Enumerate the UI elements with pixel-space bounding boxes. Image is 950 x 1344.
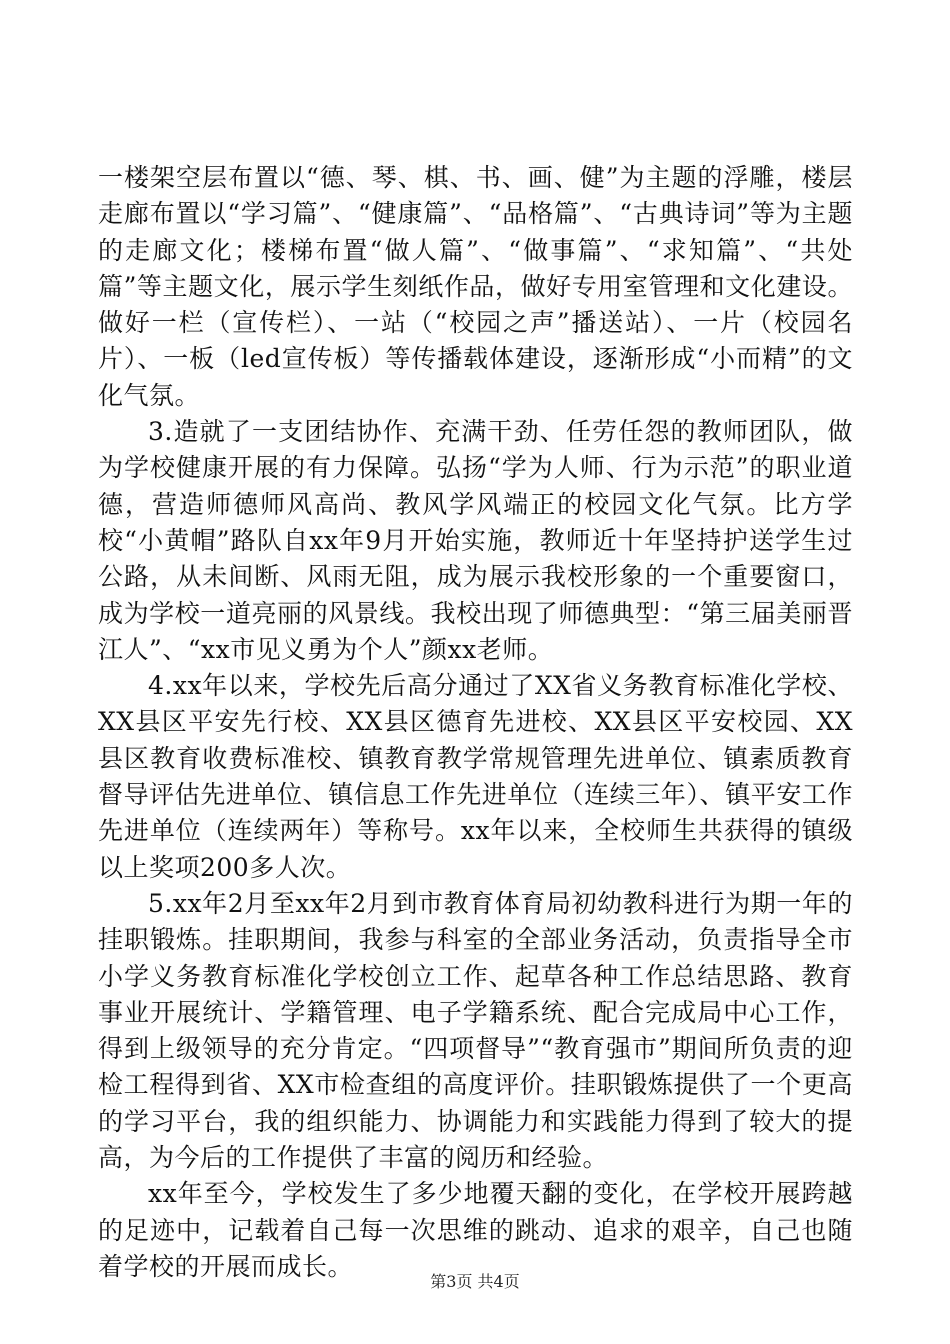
paragraph-conclusion: xx年至今，学校发生了多少地覆天翻的变化，在学校开展跨越的足迹中，记载着自己每一次思维的跳动、追求的艰辛，自己也随着学校的开展而成长。 bbox=[98, 1179, 853, 1281]
paragraph-teacher-team: 3.造就了一支团结协作、充满干劲、任劳任怨的教师团队，做为学校健康开展的有力保障。弘扬“学为人师、行为示范”的职业道德，营造师德师风高尚、教风学风端正的校园文化气氛。比方学校“小黄帽”路队自xx年9月开始实施，教师近十年坚持护送学生过公路，从未间断、风雨无阻，成为展示我校形象的一个重要窗口，成为学校一道亮丽的风景线。我校出现了师德典型：“第三届美丽晋江人”、“xx市见义勇为个人”颜xx老师。 bbox=[98, 417, 853, 664]
paragraph-secondment: 5.xx年2月至xx年2月到市教育体育局初幼教科进行为期一年的挂职锻炼。挂职期间，我参与科室的全部业务活动，负责指导全市小学义务教育标准化学校创立工作、起草各种工作总结思路、教育事业开展统计、学籍管理、电子学籍系统、配合完成局中心工作，得到上级领导的充分肯定。“四项督导”“教育强市”期间所负责的迎检工程得到省、XX市检查组的高度评价。挂职锻炼提供了一个更高的学习平台，我的组织能力、协调能力和实践能力得到了较大的提高，为今后的工作提供了丰富的阅历和经验。 bbox=[98, 888, 853, 1173]
paragraph-school-honors: 4.xx年以来，学校先后高分通过了XX省义务教育标准化学校、XX县区平安先行校、XX县区德育先进校、XX县区平安校园、XX县区教育收费标准校、镇教育教学常规管理先进单位、镇素质教育督导评估先进单位、镇信息工作先进单位（连续三年）、镇平安工作先进单位（连续两年）等称号。xx年以来，全校师生共获得的镇级以上奖项200多人次。 bbox=[98, 671, 853, 882]
document-body bbox=[98, 160, 853, 1285]
page-footer bbox=[0, 1272, 950, 1292]
page-number-label: 第3页 共4页 bbox=[430, 1272, 520, 1291]
paragraph-campus-culture: 一楼架空层布置以“德、琴、棋、书、画、健”为主题的浮雕，楼层走廊布置以“学习篇”、“健康篇”、“品格篇”、“古典诗词”等为主题的走廊文化；楼梯布置“做人篇”、“做事篇”、“求知篇”、“共处篇”等主题文化，展示学生刻纸作品，做好专用室管理和文化建设。做好一栏（宣传栏）、一站（“校园之声”播送站）、一片（校园名片）、一板（led宣传板）等传播载体建设，逐渐形成“小而精”的文化气氛。 bbox=[98, 163, 853, 410]
